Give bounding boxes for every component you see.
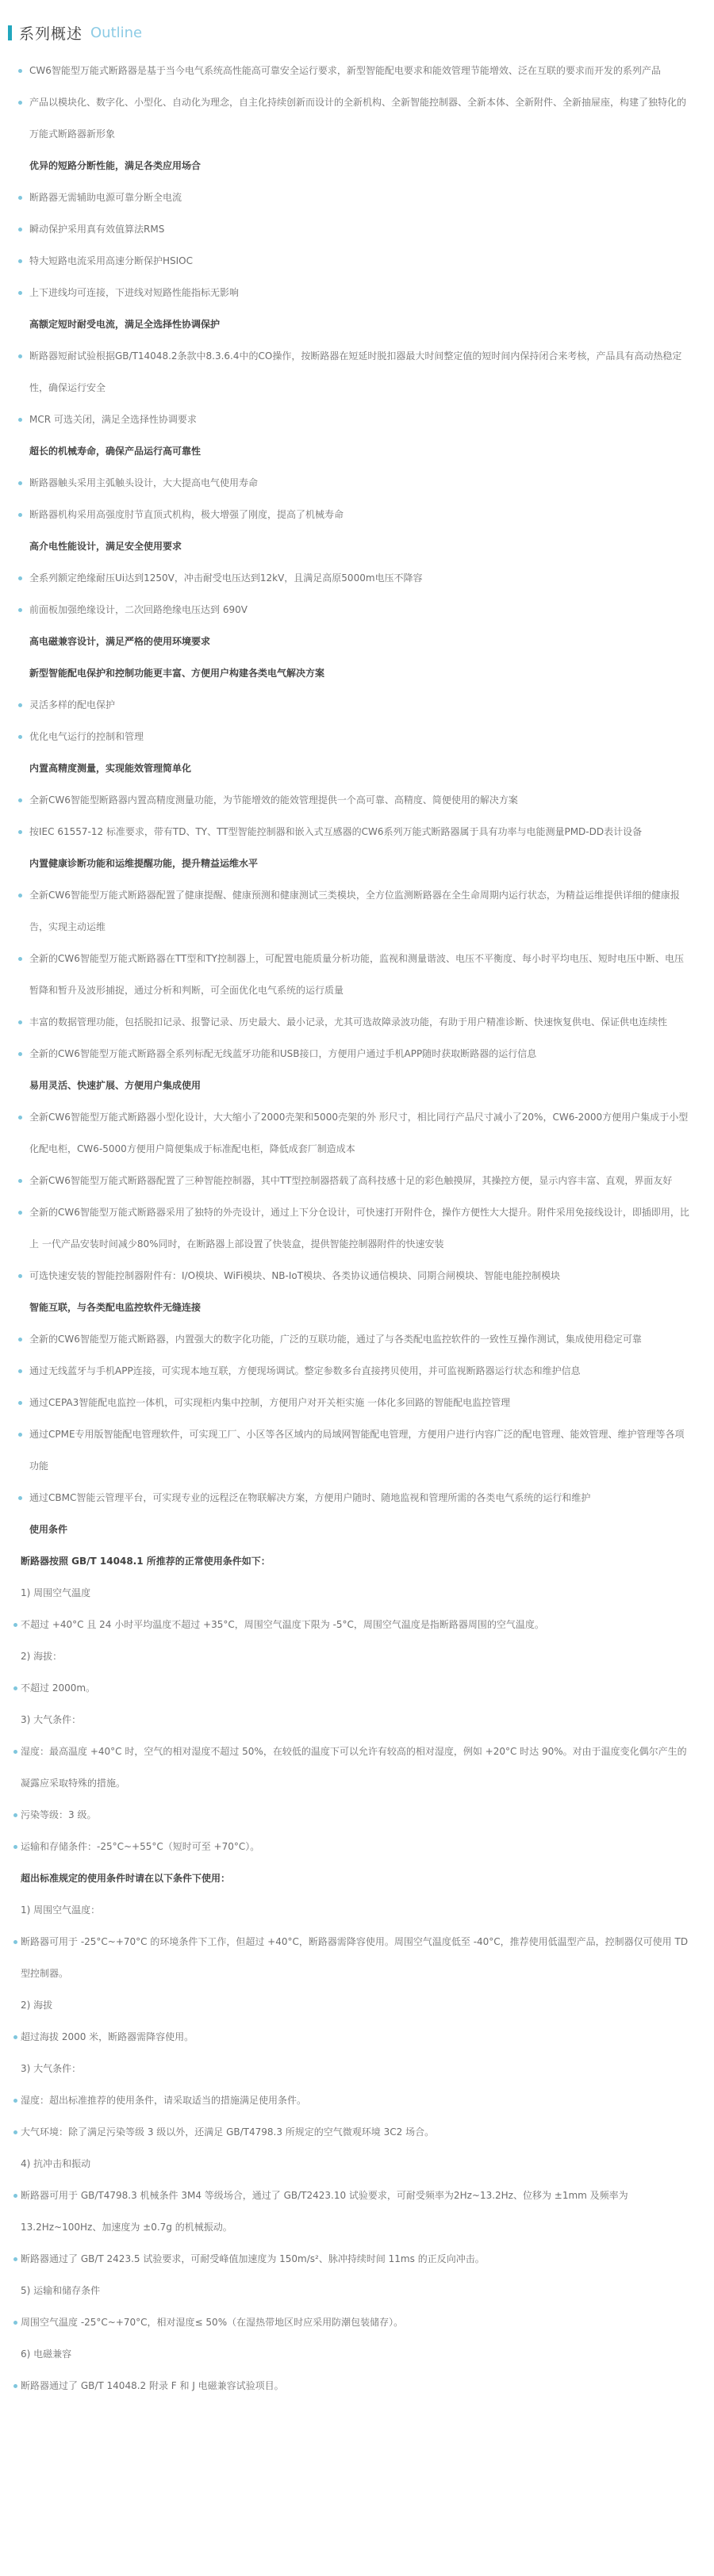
list-item-text: 2) 海拔 <box>21 2000 53 2011</box>
list-item <box>8 689 703 721</box>
list-item-text: 不超过 2000m。 <box>21 1682 96 1694</box>
list-item-text: 全新CW6智能型万能式断路器配置了三种智能控制器，其中TT型控制器搭载了高科技感十足的彩色触摸屏，其操控方便，显示内容丰富、直观，界面友好 <box>29 1175 673 1186</box>
section-heading <box>8 308 703 340</box>
list-item-text: CW6智能型万能式断路器是基于当今电气系统高性能高可靠安全运行要求，新型智能配电要求和能效管理节能增效、泛在互联的要求而开发的系列产品 <box>29 65 661 76</box>
list-item <box>8 1260 703 1292</box>
list-item <box>8 499 703 530</box>
list-item-text: 优化电气运行的控制和管理 <box>29 731 144 742</box>
section-title <box>8 22 703 44</box>
section-heading <box>8 752 703 784</box>
list-item <box>8 1609 703 1640</box>
list-item <box>8 213 703 245</box>
list-item <box>8 1736 703 1799</box>
list-item-text: 通过无线蓝牙与手机APP连接，可实现本地互联，方便现场调试。整定参数多台直接拷贝使用，并可监视断路器运行状态和维护信息 <box>29 1365 581 1376</box>
list-item-text: 通过CEPA3智能配电监控一体机，可实现柜内集中控制，方便用户对开关柜实施 一体化多回路的智能配电监控管理 <box>29 1397 511 1408</box>
list-item-text: 瞬动保护采用真有效值算法RMS <box>29 224 165 235</box>
list-item <box>8 1323 703 1355</box>
list-item <box>8 277 703 308</box>
list-item-text: 易用灵活、快速扩展、方便用户集成使用 <box>29 1080 202 1091</box>
list-item <box>8 1640 703 1672</box>
list-item <box>8 2148 703 2180</box>
list-item-text: 灵活多样的配电保护 <box>29 699 116 710</box>
list-item-text: 产品以模块化、数字化、小型化、自动化为理念，自主化持续创新而设计的全新机构、全新智能控制器、全新本体、全新附件、全新抽屉座，构建了独特化的万能式断路器新形象 <box>29 97 687 140</box>
list-item-text: 智能互联，与各类配电监控软件无缝连接 <box>29 1302 202 1313</box>
list-item-text: 丰富的数据管理功能，包括脱扣记录、报警记录、历史最大、最小记录，尤其可选故障录波功能，有助于用户精准诊断、快速恢复供电、保证供电连续性 <box>29 1016 668 1028</box>
list-item-text: 特大短路电流采用高速分断保护HSIOC <box>29 255 194 266</box>
list-item-text: 断路器可用于 -25°C~+70°C 的环境条件下工作，但超过 +40°C，断路器需降容使用。周围空气温度低至 -40°C，推荐使用低温型产品，控制器仅可使用 TD 型控制器。 <box>21 1936 689 1979</box>
list-item <box>8 1418 703 1482</box>
list-item <box>8 1894 703 1926</box>
list-item <box>8 562 703 594</box>
list-item-text: 全新CW6智能型断路器内置高精度测量功能，为节能增效的能效管理提供一个高可靠、高精度、简便使用的解决方案 <box>29 794 518 806</box>
section-heading <box>8 1514 703 1545</box>
list-item-text: 断路器按照 GB/T 14048.1 所推荐的正常使用条件如下： <box>21 1556 271 1567</box>
list-item-text: 3) 大气条件： <box>21 1714 82 1725</box>
list-item-text: 污染等级：3 级。 <box>21 1809 97 1820</box>
list-item-text: 断路器机构采用高强度肘节直顶式机构，极大增强了刚度，提高了机械寿命 <box>29 509 344 520</box>
list-item <box>8 86 703 150</box>
list-item <box>8 404 703 435</box>
list-item-text: 上下进线均可连接，下进线对短路性能指标无影响 <box>29 287 240 298</box>
list-item-text: 通过CPME专用版智能配电管理软件，可实现工厂、小区等各区域内的局域网智能配电管理，方便用户进行内容广泛的配电管理、能效管理、维护管理等各项功能 <box>29 1429 685 1472</box>
list-item-text: 全新的CW6智能型万能式断路器采用了独特的外壳设计，通过上下分仓设计，可快速打开附件仓，操作方便性大大提升。附件采用免接线设计，即插即用，比上 一代产品安装时间减少80%同时，在断路器上部设置了快装盒，提供智能控制器附件的快速安装 <box>29 1207 689 1250</box>
list-item <box>8 1482 703 1514</box>
list-item <box>8 1355 703 1387</box>
list-item <box>8 1989 703 2021</box>
section-heading <box>8 435 703 467</box>
list-item <box>8 1165 703 1196</box>
list-item <box>8 1704 703 1736</box>
list-item-text: 湿度：最高温度 +40°C 时，空气的相对湿度不超过 50%，在较低的温度下可以允许有较高的相对湿度，例如 +20°C 时达 90%。对由于温度变化偶尔产生的凝露应采取特殊的措施。 <box>21 1746 687 1789</box>
list-item-text: 全新CW6智能型万能式断路器配置了健康提醒、健康预测和健康测试三类模块，全方位监测断路器在全生命周期内运行状态，为精益运维提供详细的健康报告，实现主动运维 <box>29 890 680 932</box>
list-item-text: 高介电性能设计，满足安全使用要求 <box>29 541 182 552</box>
section-heading <box>8 150 703 182</box>
section-title-en: Outline <box>90 25 143 41</box>
list-item <box>8 182 703 213</box>
list-item-text: 内置高精度测量，实现能效管理简单化 <box>29 763 192 774</box>
section-heading <box>8 657 703 689</box>
list-item-text: 前面板加强绝缘设计，二次回路绝缘电压达到 690V <box>29 604 248 615</box>
list-item <box>8 467 703 499</box>
list-item-text: 6) 电磁兼容 <box>21 2348 72 2360</box>
list-item <box>8 2338 703 2370</box>
list-item <box>8 1831 703 1862</box>
list-item <box>8 879 703 943</box>
title-accent-bar <box>8 25 12 40</box>
list-item-text: 2) 海拔： <box>21 1651 63 1662</box>
list-item-text: 全新的CW6智能型万能式断路器全系列标配无线蓝牙功能和USB接口，方便用户通过手机APP随时获取断路器的运行信息 <box>29 1048 537 1059</box>
list-item-text: 内置健康诊断功能和运维提醒功能，提升精益运维水平 <box>29 858 259 869</box>
list-item <box>8 2053 703 2084</box>
section-heading <box>8 1545 703 1577</box>
outline-content <box>8 55 703 2402</box>
list-item-text: 断路器短耐试验根据GB/T14048.2条款中8.3.6.4中的CO操作，按断路器在短延时脱扣器最大时间整定值的短时间内保持闭合来考核，产品具有高动热稳定性，确保运行安全 <box>29 350 682 393</box>
list-item-text: 断路器通过了 GB/T 2423.5 试验要求，可耐受峰值加速度为 150m/s²、脉冲持续时间 11ms 的正反向冲击。 <box>21 2253 485 2264</box>
list-item <box>8 2116 703 2148</box>
list-item <box>8 1038 703 1070</box>
section-heading <box>8 1292 703 1323</box>
list-item-text: 高额定短时耐受电流，满足全选择性协调保护 <box>29 319 221 330</box>
list-item <box>8 1672 703 1704</box>
list-item-text: 大气环境：除了满足污染等级 3 级以外，还满足 GB/T4798.3 所规定的空气微观环境 3C2 场合。 <box>21 2126 435 2138</box>
list-item <box>8 340 703 404</box>
list-item-text: 周围空气温度 -25°C~+70°C，相对湿度≤ 50%（在湿热带地区时应采用防潮包装储存）。 <box>21 2317 404 2328</box>
list-item-text: 3) 大气条件： <box>21 2063 82 2074</box>
list-item <box>8 1196 703 1260</box>
list-item <box>8 245 703 277</box>
list-item <box>8 594 703 626</box>
list-item-text: 超过海拔 2000 米，断路器需降容使用。 <box>21 2031 194 2042</box>
list-item-text: 优异的短路分断性能，满足各类应用场合 <box>29 160 202 171</box>
list-item-text: 可选快速安装的智能控制器附件有：I/O模块、WiFi模块、NB-IoT模块、各类协议通信模块、同期合闸模块、智能电能控制模块 <box>29 1270 561 1281</box>
list-item-text: 断路器触头采用主弧触头设计，大大提高电气使用寿命 <box>29 477 259 488</box>
list-item-text: 超出标准规定的使用条件时请在以下条件下使用： <box>21 1873 231 1884</box>
section-heading <box>8 1070 703 1101</box>
list-item-text: 运输和存储条件：-25°C~+55°C（短时可至 +70°C）。 <box>21 1841 260 1852</box>
list-item-text: 1) 周围空气温度 <box>21 1587 91 1598</box>
list-item-text: 全新的CW6智能型万能式断路器在TT型和TY控制器上，可配置电能质量分析功能，监视和测量谐波、电压不平衡度、每小时平均电压、短时电压中断、电压暂降和暂升及波形捕捉，通过分析和判断，可全面优化电气系统的运行质量 <box>29 953 684 996</box>
list-item <box>8 1101 703 1165</box>
list-item-text: 超长的机械寿命，确保产品运行高可靠性 <box>29 446 202 457</box>
list-item <box>8 1577 703 1609</box>
list-item <box>8 784 703 816</box>
list-item <box>8 2275 703 2306</box>
list-item <box>8 2021 703 2053</box>
list-item-text: 断路器可用于 GB/T4798.3 机械条件 3M4 等级场合，通过了 GB/T2423.10 试验要求，可耐受频率为2Hz~13.2Hz、位移为 ±1mm 及频率为 13.2Hz~100Hz、加速度为 ±0.7g 的机械振动。 <box>21 2190 628 2233</box>
list-item-text: 新型智能配电保护和控制功能更丰富、方便用户构建各类电气解决方案 <box>29 668 325 679</box>
list-item-text: 不超过 +40°C 且 24 小时平均温度不超过 +35°C，周围空气温度下限为 -5°C，周围空气温度是指断路器周围的空气温度。 <box>21 1619 544 1630</box>
list-item-text: 断路器无需辅助电源可靠分断全电流 <box>29 192 182 203</box>
list-item <box>8 55 703 86</box>
list-item <box>8 1926 703 1989</box>
list-item-text: 按IEC 61557-12 标准要求，带有TD、TY、TT型智能控制器和嵌入式互感器的CW6系列万能式断路器属于具有功率与电能测量PMD-DD表计设备 <box>29 826 643 837</box>
list-item <box>8 721 703 752</box>
list-item <box>8 1799 703 1831</box>
list-item-text: 全新CW6智能型万能式断路器小型化设计，大大缩小了2000壳架和5000壳架的外 形尺寸，相比同行产品尺寸减小了20%，CW6-2000方便用户集成于小型化配电柜，CW6-5000方便用户简便集成于标准配电柜，降低成套厂制造成本 <box>29 1112 689 1154</box>
list-item-text: 4) 抗冲击和振动 <box>21 2158 91 2169</box>
section-heading <box>8 848 703 879</box>
list-item-text: MCR 可选关闭，满足全选择性协调要求 <box>29 414 197 425</box>
list-item-text: 1) 周围空气温度： <box>21 1904 101 1916</box>
list-item <box>8 1387 703 1418</box>
list-item-text: 全新的CW6智能型万能式断路器，内置强大的数字化功能，广泛的互联功能，通过了与各类配电监控软件的一致性互操作测试，集成使用稳定可靠 <box>29 1334 642 1345</box>
list-item-text: 高电磁兼容设计，满足严格的使用环境要求 <box>29 636 211 647</box>
section-heading <box>8 626 703 657</box>
section-heading <box>8 1862 703 1894</box>
list-item-text: 湿度：超出标准推荐的使用条件，请采取适当的措施满足使用条件。 <box>21 2095 307 2106</box>
list-item <box>8 2370 703 2402</box>
list-item <box>8 943 703 1006</box>
list-item <box>8 1006 703 1038</box>
list-item-text: 断路器通过了 GB/T 14048.2 附录 F 和 J 电磁兼容试验项目。 <box>21 2380 284 2391</box>
section-heading <box>8 530 703 562</box>
list-item <box>8 2243 703 2275</box>
list-item-text: 全系列额定绝缘耐压Ui达到1250V，冲击耐受电压达到12kV，且满足高原5000m电压不降容 <box>29 572 423 584</box>
list-item <box>8 2180 703 2243</box>
list-item-text: 5) 运输和储存条件 <box>21 2285 101 2296</box>
section-title-zh: 系列概述 <box>19 25 83 43</box>
list-item <box>8 2306 703 2338</box>
list-item <box>8 816 703 848</box>
list-item-text: 使用条件 <box>29 1524 68 1535</box>
list-item-text: 通过CBMC智能云管理平台，可实现专业的远程泛在物联解决方案，方便用户随时、随地监视和管理所需的各类电气系统的运行和维护 <box>29 1492 591 1503</box>
list-item <box>8 2084 703 2116</box>
